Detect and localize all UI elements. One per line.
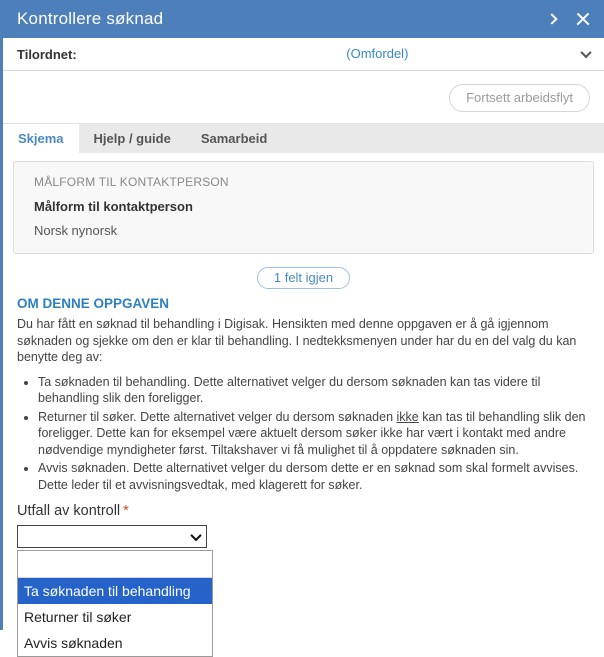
option-avvis-soknaden[interactable]: Avvis søknaden [24, 635, 123, 651]
outcome-select[interactable] [17, 525, 207, 548]
tab-hjelp-guide[interactable]: Hjelp / guide [93, 131, 171, 146]
outcome-field-label: Utfall av kontroll * [17, 503, 129, 519]
page-title: Kontrollere søknad [17, 9, 164, 28]
task-options-list [17, 374, 590, 494]
chevron-right-icon[interactable] [548, 15, 556, 23]
form-field-value: Norsk nynorsk [34, 223, 118, 238]
tab-skjema[interactable]: Skjema [3, 124, 79, 153]
task-info-intro: Du har fått en søknad til behandling i Digisak. Hensikten med denne oppgaven er å gå igjennom søknaden og sjekke om den er klar til behandling. I nedtekksmenyen under har du en del valg du kan benytte deg av: [17, 317, 577, 364]
tab-samarbeid[interactable]: Samarbeid [200, 131, 268, 146]
fields-remaining-badge: 1 felt igjen [257, 267, 350, 289]
task-info-heading: OM DENNE OPPGAVEN [17, 296, 170, 311]
form-section-title: MÅLFORM TIL KONTAKTPERSON [34, 175, 229, 189]
required-marker: * [123, 503, 129, 519]
close-icon[interactable] [576, 12, 590, 26]
select-chevron-down-icon [192, 533, 200, 541]
tab-bar [3, 123, 604, 153]
form-summary-card [13, 161, 594, 254]
omfordel-link[interactable]: (Omfordel) [346, 46, 409, 61]
assignment-row [3, 38, 604, 71]
bullet-returner-til-soker: • Returner til søker. Dette alternativet velger du dersom søknaden ikke kan tas til behandling slik den foreligger. Dette kan for eksempel være aktuelt dersom søker ikke har vært i kontakt med andre nødvendige myndigheter først. Tiltakshaver vi få mulighet til å oppdatere søknaden sin. [38, 409, 590, 459]
form-field-label: Målform til kontaktperson [34, 199, 193, 214]
outcome-option-list [17, 550, 213, 657]
assignment-label: Tilordnet: [17, 46, 77, 62]
continue-workflow-button[interactable]: Fortsett arbeidsflyt [449, 84, 590, 112]
action-row [3, 71, 604, 123]
chevron-down-icon[interactable] [582, 50, 590, 58]
option-blank[interactable] [18, 551, 212, 578]
bullet-avvis-soknaden: • Avvis søknaden. Dette alternativet velger du dersom dette er en søknad som skal formelt avvises. Dette leder til et avvisningsvedtak, med klagerett for søker. [38, 460, 590, 493]
tab-content-skjema [3, 153, 604, 657]
option-ta-soknaden[interactable]: Ta søknaden til behandling [18, 578, 212, 604]
dialog-header [3, 0, 604, 38]
option-returner-til-soker[interactable]: Returner til søker [24, 609, 132, 625]
bullet-ta-soknaden: • Ta søknaden til behandling. Dette alternativet velger du dersom søknaden kan tas videre til behandling slik den foreligger. [38, 374, 590, 407]
